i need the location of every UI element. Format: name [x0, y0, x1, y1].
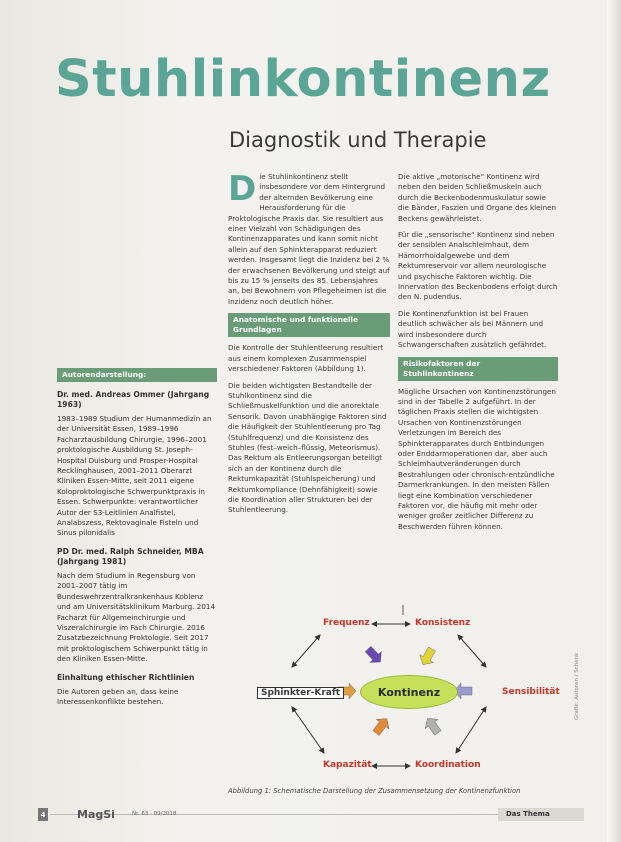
node-sensibilitaet: Sensibilität [502, 687, 560, 697]
paragraph: Die Kontinenzfunktion ist bei Frauen deutlich schwächer als bei Männern und wird insbesondere durch Schwangerschaften zusätzlich gefährdet. [398, 308, 547, 350]
node-kapazitaet: Kapazität [323, 760, 372, 770]
arrow-konsistenz-sensibilitaet [458, 635, 486, 667]
paragraph: Die beiden wichtigsten Bestandteile der Stuhlkontinenz sind die Schließmuskelfunktion und die anorektale Sensorik. Davon unabhängige Faktoren sind die Häufigkeit der Stuhlentleerung pro Tag (Stuhlfrequenz) und die Konsistenz des Stuhles (fest–weich–flüssig, Meteorismus). Das Rektum als Entleerungsorgan beteiligt sich an der Kontinenz durch die Rektumkapazität (Stuhlspeicherung) und Rektumkompliance (Dehnfähigkeit) sowie die Koordination aller Strukturen bei der Stuhlentleerung. [228, 380, 387, 515]
text-column-1 [228, 169, 390, 522]
ethics-heading: Einhaltung ethischer Richtlinien [57, 672, 195, 682]
sidebar-heading: Autorendarstellung: [57, 368, 217, 382]
author-name: PD Dr. med. Ralph Schneider, MBA (Jahrgang 1981) [57, 546, 204, 566]
block-arrow-frequenz [365, 646, 381, 662]
block-arrow-koordination [425, 718, 441, 735]
page-number: 4 [38, 808, 48, 821]
footer-rule [50, 814, 498, 815]
author-bio: 1983–1989 Studium der Humanmedizin an der Universität Essen, 1989–1996 Facharztausbildung Chirurgie, 1996–2001 proktologische Ausbildung St. Joseph-Hospital Duisburg und Prosper-Hospital Recklinghausen, 2001–2011 Oberarzt Kliniken Essen-Mitte, seit 2011 eigene Koloproktologische Schwerpunktpraxis in Essen. Schwerpunkte: verantwortlicher Autor der S3-Leitlinien Analfistel, Analabszess, Rektovaginale Fisteln und Sinus pilonidalis [57, 414, 212, 538]
author-name: Dr. med. Andreas Ommer (Jahrgang 1963) [57, 390, 210, 409]
ethics-text: Die Autoren geben an, dass keine Interessenkonflikte bestehen. [57, 686, 179, 706]
magazine-brand: MagSi [77, 808, 115, 821]
page-footer [0, 808, 621, 822]
article-subtitle: Diagnostik und Therapie [229, 128, 487, 152]
continence-diagram [220, 605, 580, 790]
paragraph: Für die „sensorische“ Kontinenz sind neben der sensiblen Analschleimhaut, dem Hämorrhoidalgewebe und dem Rektumreservoir vor allem neurologische und psychische Faktoren wichtig. Die Innervation des Beckenbodens erfolgt durch den N. pudendus. [398, 230, 558, 302]
block-arrow-kapazitaet [373, 719, 389, 736]
intro-paragraph [228, 169, 390, 307]
figure-caption: Abbildung 1: Schematische Darstellung der Zusammensetzung der Kontinenzfunktion [228, 787, 521, 795]
issue-label: Nr. 63 · 09/2018 [132, 811, 177, 817]
section-heading-risk: Risikofaktoren der Stuhlinkontinenz [398, 357, 558, 381]
author-bio: Nach dem Studium in Regensburg von 2001–2007 tätig im Bundeswehrzentralkrankenhaus Koblenz und am Universitätsklinikum Marburg. 2014 Facharzt für Allgemeinchirurgie und Viszeralchirurgie im Fach Chirurgie. 2016 Zusatzbezeichnung Proktologie. Seit 2017 mit proktologischem Schwerpunkt tätig in den Kliniken Essen-Mitte. [57, 570, 216, 664]
arrow-sphinkter-kapazitaet [292, 707, 324, 753]
paragraph: Die Kontrolle der Stuhlentleerung resultiert aus einem komplexen Zusammenspiel verschiedener Faktoren (Abbildung 1). [228, 343, 384, 374]
paragraph: Die aktive „motorische“ Kontinenz wird neben den beiden Schließmuskeln auch durch die Beckenbodenmuskulatur sowie die Bänder, Faszien und Organe des kleinen Beckens gewährleistet. [398, 172, 557, 223]
intro-text: ie Stuhlinkontinenz stellt insbesondere vor dem Hintergrund der alternden Bevölkerung eine Herausforderung für die Proktologische Praxis dar. Sie resultiert aus einer Vielzahl von Schädigungen des Kontinenzapparates und kann somit nicht allein auf den Sphinkterapparat reduziert werden. Insgesamt liegt die Inzidenz bei 2 % der erwachsenen Bevölkerung und steigt auf bis zu 15 % jenseits des 85. Lebensjahres an, bei Bewohnern von Pflegeheimen ist die Inzidenz noch deutlich höher. [228, 172, 390, 306]
block-arrow-konsistenz [420, 647, 436, 665]
article-title: Stuhlinkontinenz [55, 50, 551, 109]
node-koordination: Koordination [415, 760, 481, 770]
photo-credit: Grafik: Autoren / Schenk [574, 652, 580, 720]
paragraph: Mögliche Ursachen von Kontinenzstörungen sind in der Tabelle 2 aufgeführt. In der täglichen Praxis stellen die wichtigsten Ursachen von Kontinenzstörungen Verletzungen im Bereich des Sphinkterapparates durch Entbindungen oder Enddarmoperationen dar, aber auch Schleimhautveränderungen durch Bestrahlungen oder chronisch-entzündliche Darmerkrankungen. In den meisten Fällen liegt eine Kombination verschiedener Faktoren vor, die häufig mit mehr oder weniger großer zeitlicher Differenz zu Beschwerden führen können. [398, 386, 556, 531]
rubric-label: Das Thema [498, 808, 584, 821]
section-heading-anatomy: Anatomische und funktionelle Grundlagen [228, 313, 390, 337]
node-konsistenz: Konsistenz [415, 618, 471, 628]
node-sphinkter-kraft: Sphinkter-Kraft [257, 687, 344, 699]
drop-cap: D [228, 169, 257, 209]
text-column-2 [398, 172, 558, 538]
node-kontinenz: Kontinenz [360, 675, 458, 709]
page-edge [607, 0, 621, 842]
node-frequenz: Frequenz [323, 618, 370, 628]
author-sidebar [57, 368, 217, 713]
arrow-frequenz-sphinkter [292, 635, 320, 667]
arrow-sensibilitaet-koordination [456, 707, 486, 753]
